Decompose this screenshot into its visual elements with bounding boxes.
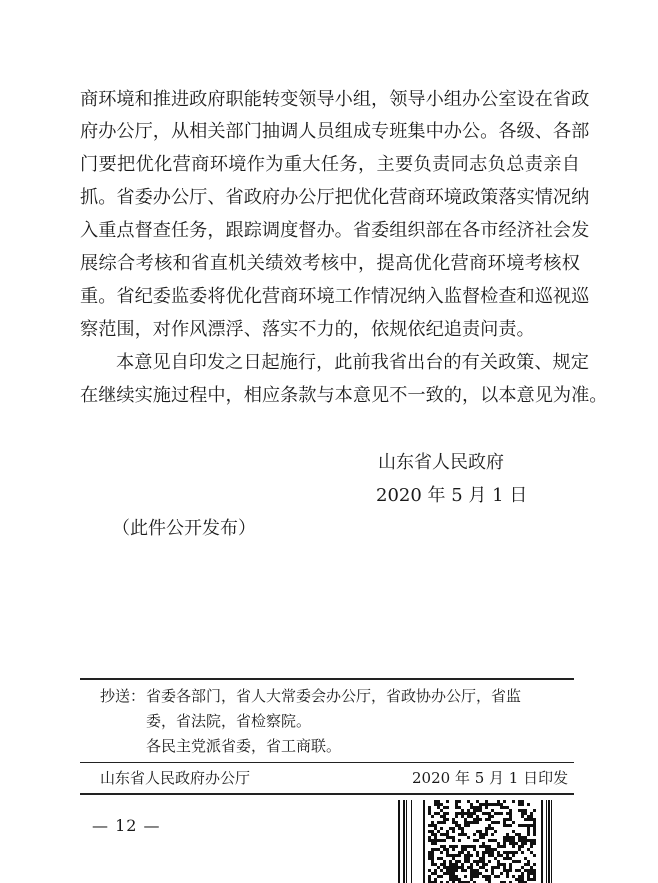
issue-date: 2020 年 5 月 1 日 (376, 485, 528, 506)
body-line: 展综合考核和省直机关绩效考核中，提高优化营商环境考核权 (80, 253, 580, 274)
barcode-pattern (398, 800, 554, 883)
body-line: 府办公厅，从相关部门抽调人员组成专班集中办公。各级、各部 (80, 121, 590, 142)
release-note: （此件公开发布） (112, 518, 256, 539)
issuer-name: 山东省人民政府 (378, 452, 504, 473)
body-line: 察范围，对作风漂浮、落实不力的，依规依纪追责问责。 (80, 319, 535, 340)
barcode-2d (398, 800, 554, 883)
body-line: 在继续实施过程中，相应条款与本意见不一致的，以本意见为准。 (80, 385, 608, 406)
body-line: 重。省纪委监委将优化营商环境工作情况纳入监督检查和巡视巡 (80, 286, 590, 307)
cc-line: 委，省法院，省检察院。 (146, 712, 312, 730)
page-number: — 12 — (92, 816, 161, 835)
cc-label: 抄送： (100, 687, 146, 705)
body-line: 入重点督查任务，跟踪调度督办。省委组织部在各市经济社会发 (80, 220, 590, 241)
cc-line: 省委各部门，省人大常委会办公厅，省政协办公厅，省监 (146, 687, 522, 705)
footer-office: 山东省人民政府办公厅 (100, 769, 251, 787)
body-line: 门要把优化营商环境作为重大任务，主要负责同志负总责亲自 (80, 154, 580, 175)
cc-line: 各民主党派省委，省工商联。 (146, 737, 342, 755)
body-line: 本意见自印发之日起施行，此前我省出台的有关政策、规定 (116, 352, 589, 373)
divider-top (80, 678, 574, 680)
footer-print-date: 2020 年 5 月 1 日印发 (412, 769, 569, 787)
body-line: 抓。省委办公厅、省政府办公厅把优化营商环境政策落实情况纳 (80, 187, 590, 208)
divider-middle (80, 762, 574, 763)
body-line: 商环境和推进政府职能转变领导小组，领导小组办公室设在省政 (80, 89, 590, 110)
divider-bottom (80, 793, 574, 795)
